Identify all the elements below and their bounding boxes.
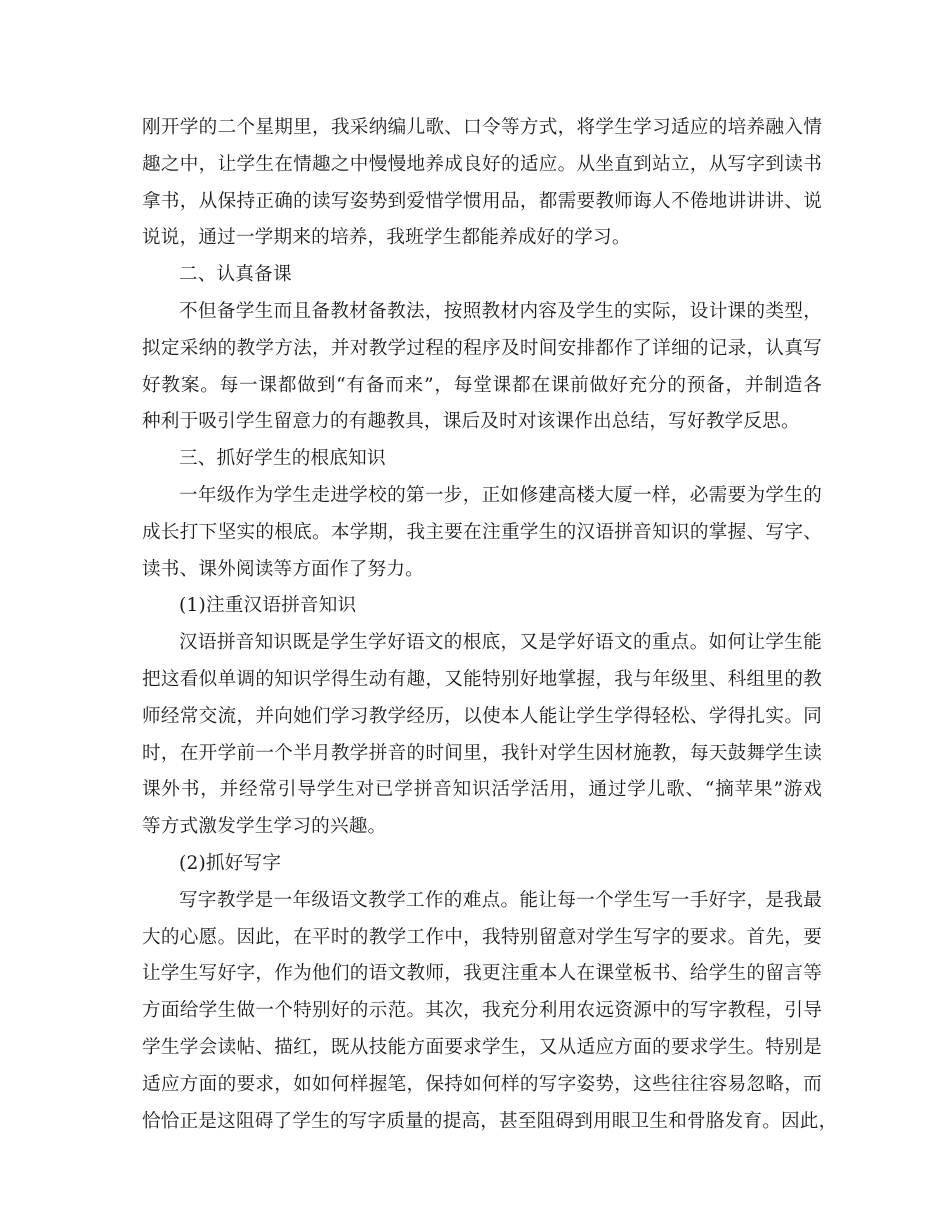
paragraph-line: 汉语拼音知识既是学生学好语文的根底，又是学好语文的重点。如何让学生能 xyxy=(179,632,822,654)
paragraph-line: 好教案。每一课都做到“有备而来”，每堂课都在课前做好充分的预备，并制造各 xyxy=(142,374,822,396)
paragraph-line: 把这看似单调的知识学得生动有趣，又能特别好地掌握，我与年级里、科组里的教 xyxy=(142,668,822,690)
paragraph-line: 说说，通过一学期来的培养，我班学生都能养成好的学习。 xyxy=(142,227,631,249)
subsection-heading: (2)抓好写字 xyxy=(179,852,282,874)
paragraph-line: 等方式激发学生学习的兴趣。 xyxy=(142,816,387,838)
paragraph-line: 让学生写好字，作为他们的语文教师，我更注重本人在课堂板书、给学生的留言等 xyxy=(142,963,822,985)
paragraph-line: 刚开学的二个星期里，我采纳编儿歌、口令等方式，将学生学习适应的培养融入情 xyxy=(142,117,822,138)
paragraph-line: 种利于吸引学生留意力的有趣教具，课后及时对该课作出总结，写好教学反思。 xyxy=(142,411,800,433)
paragraph-line: 不但备学生而且备教材备教法，按照教材内容及学生的实际，设计课的类型， xyxy=(179,300,822,322)
document-page xyxy=(142,110,838,1140)
paragraph-line: 课外书，并经常引导学生对已学拼音知识活学活用，通过学儿歌、“摘苹果”游戏 xyxy=(142,779,822,801)
paragraph-line: 读书、课外阅读等方面作了努力。 xyxy=(142,558,424,580)
paragraph-line: 成长打下坚实的根底。本学期，我主要在注重学生的汉语拼音知识的掌握、写字、 xyxy=(142,521,822,543)
paragraph-line: 拿书，从保持正确的读写姿势到爱惜学惯用品，都需要教师诲人不倦地讲讲讲、说 xyxy=(142,190,822,212)
paragraph-line: 恰恰正是这阻碍了学生的写字质量的提高，甚至阻碍到用眼卫生和骨胳发育。因此， xyxy=(142,1110,838,1132)
section-heading: 二、认真备课 xyxy=(179,264,292,286)
subsection-heading: (1)注重汉语拼音知识 xyxy=(179,595,357,617)
paragraph-line: 大的心愿。因此，在平时的教学工作中，我特别留意对学生写字的要求。首先，要 xyxy=(142,926,822,948)
paragraph-line: 师经常交流，并向她们学习教学经历，以使本人能让学生学得轻松、学得扎实。同 xyxy=(142,705,822,727)
paragraph-line: 趣之中，让学生在情趣之中慢慢地养成良好的适应。从坐直到站立，从写字到读书 xyxy=(142,153,822,175)
paragraph-line: 适应方面的要求，如如何样握笔，保持如何样的写字姿势，这些往往容易忽略，而 xyxy=(142,1073,822,1095)
paragraph-line: 时，在开学前一个半月教学拼音的时间里，我针对学生因材施教，每天鼓舞学生读 xyxy=(142,742,822,764)
paragraph-line: 写字教学是一年级语文教学工作的难点。能让每一个学生写一手好字，是我最 xyxy=(179,889,822,911)
paragraph-line: 方面给学生做一个特别好的示范。其次，我充分利用农远资源中的写字教程，引导 xyxy=(142,1000,822,1022)
paragraph-line: 一年级作为学生走进学校的第一步，正如修建高楼大厦一样，必需要为学生的 xyxy=(179,484,822,506)
section-heading: 三、抓好学生的根底知识 xyxy=(179,448,386,470)
paragraph-line: 学生学会读帖、描红，既从技能方面要求学生，又从适应方面的要求学生。特别是 xyxy=(142,1036,822,1058)
paragraph-line: 拟定采纳的教学方法，并对教学过程的程序及时间安排都作了详细的记录，认真写 xyxy=(142,337,822,359)
